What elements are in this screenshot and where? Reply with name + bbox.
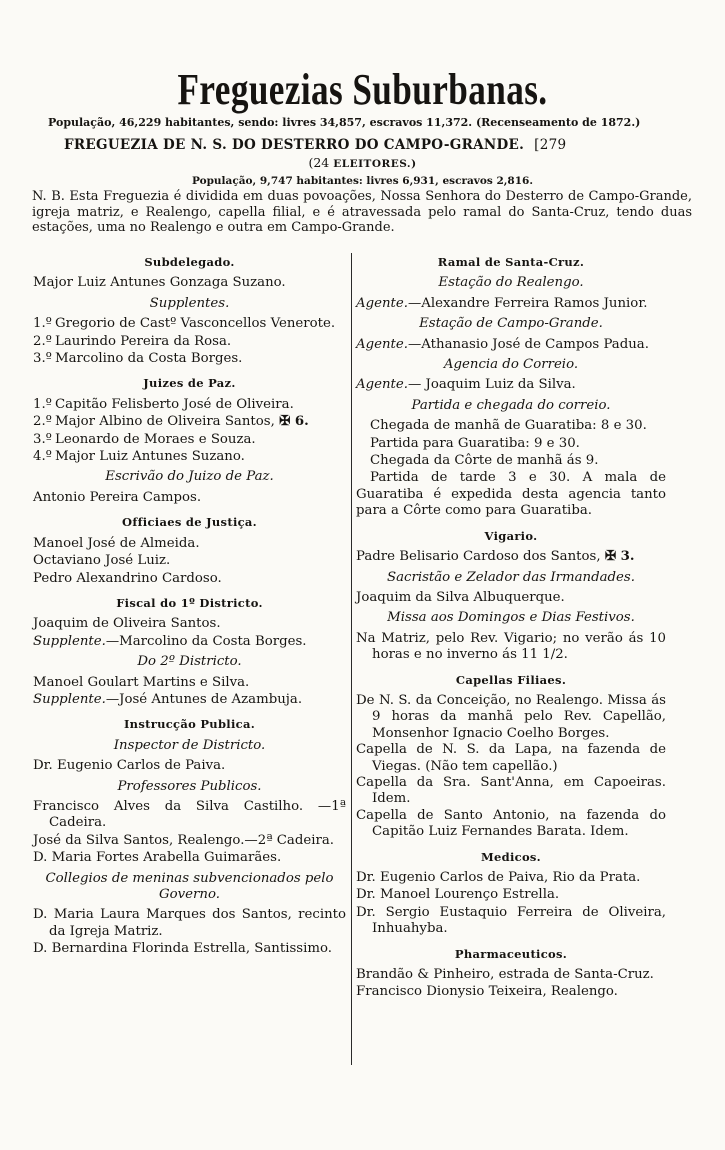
medicos-heading: Medicos. [480, 849, 541, 864]
list-item: 4.º Major Luiz Antunes Suzano. [33, 449, 245, 465]
missa-heading: Missa aos Domingos e Dias Festivos. [387, 610, 635, 626]
electors-count: (24 [308, 155, 330, 170]
population-line-2: População, 9,747 habitantes: livres 6,931, escravos 2,816. [191, 175, 534, 187]
left-column [33, 254, 346, 959]
collegios-heading: Collegios de meninas subvencionados pelo Governo. [45, 870, 334, 902]
electors-line [0, 155, 725, 170]
vigario-heading: Vigario. [484, 528, 538, 543]
freguezia-name: FREGUEZIA DE N. S. DO DESTERRO DO CAMPO-GRANDE. [64, 137, 525, 153]
list-item: José da Silva Santos, Realengo.—2ª Cadeira. [33, 832, 334, 848]
list-item: Partida para Guaratiba: 9 e 30. [370, 435, 580, 451]
ramal-heading: Ramal de Santa-Cruz. [437, 255, 585, 269]
fiscal2-supplente: Supplente.—José Antunes de Azambuja. [33, 691, 303, 707]
estacao-realengo-heading: Estação do Realengo. [438, 275, 584, 291]
nota-bene: N. B. Esta Freguezia é dividida em duas povoações, Nossa Senhora do Desterro de Campo-Grande, igreja matriz, e Realengo, capella filial, e é atravessada pelo ramal do Santa-Cruz, tendo duas estações, uma no Realengo e outra em Campo-Grande. [32, 189, 692, 235]
list-item: Octaviano José Luiz. [33, 553, 171, 569]
list-item: 1.º Capitão Felisberto José de Oliveira. [33, 396, 294, 412]
list-item: Dr. Sergio Eustaquio Ferreira de Oliveira, Inhuahyba. [356, 904, 666, 937]
fiscal1-name: Joaquim de Oliveira Santos. [33, 616, 221, 632]
electors-word: ELEITORES.) [333, 158, 417, 170]
population-line: População, 46,229 habitantes, sendo: livres 34,857, escravos 11,372. (Recenseamento de 1872.) [48, 116, 641, 129]
estacao-campo-grande-agent: Agente.—Athanasio José de Campos Padua. [356, 336, 649, 352]
correio-heading: Agencia do Correio. [443, 357, 579, 373]
fiscal2-heading: Do 2º Districto. [137, 654, 242, 670]
sacristao-name: Joaquim da Silva Albuquerque. [356, 589, 565, 605]
cross-mark: ✠ 6. [279, 414, 309, 430]
list-item: 3.º Marcolino da Costa Borges. [33, 351, 243, 367]
officiaes-heading: Officiaes de Justiça. [122, 515, 257, 530]
vigario-name: Padre Belisario Cardoso dos Santos, ✠ 3. [356, 549, 635, 565]
capellas-heading: Capellas Filiaes. [455, 672, 567, 687]
list-item: Capella de N. S. da Lapa, na fazenda de Viegas. (Não tem capellão.) [356, 742, 666, 774]
list-item: D. Maria Laura Marques dos Santos, recinto da Igreja Matriz. [33, 907, 346, 939]
list-item: Chegada de manhã de Guaratiba: 8 e 30. [370, 418, 647, 434]
fiscal2-name: Manoel Goulart Martins e Silva. [33, 674, 250, 690]
correio-agent: Agente.— Joaquim Luiz da Silva. [356, 377, 576, 393]
list-item: D. Maria Fortes Arabella Guimarães. [33, 850, 282, 866]
list-item: Francisco Alves da Silva Castilho. —1ª Cadeira. [33, 798, 346, 831]
partida-heading: Partida e chegada do correio. [411, 397, 611, 413]
list-item: 1.º Gregorio de Castº Vasconcellos Venerote. [33, 316, 336, 332]
freguezia-heading [64, 137, 566, 153]
list-item: De N. S. da Conceição, no Realengo. Missa ás 9 horas da manhã pelo Rev. Capellão, Monsenhor Ignacio Coelho Borges. [356, 692, 666, 741]
list-item: Manoel José de Almeida. [33, 535, 200, 551]
list-item: 3.º Leonardo de Moraes e Souza. [33, 431, 256, 447]
escrivao-heading: Escrivão do Juizo de Paz. [105, 469, 274, 485]
supplentes-heading: Supplentes. [149, 295, 230, 311]
sacristao-heading: Sacristão e Zelador das Irmandades. [387, 569, 635, 585]
list-item: D. Bernardina Florinda Estrella, Santissimo. [33, 941, 332, 957]
list-item: 2.º Laurindo Pereira da Rosa. [33, 333, 232, 349]
professores-heading: Professores Publicos. [117, 778, 262, 794]
subdelegado-name: Major Luiz Antunes Gonzaga Suzano. [33, 275, 286, 291]
fiscal1-supplente: Supplente.—Marcolino da Costa Borges. [33, 633, 307, 649]
partida-note: Partida de tarde 3 e 30. A mala de Guaratiba é expedida desta agencia tanto para a Côrte como para Guaratiba. [356, 470, 666, 519]
cross-mark: ✠ 3. [604, 549, 635, 565]
right-column [356, 254, 666, 1002]
fiscal1-heading: Fiscal do 1º Districto. [116, 595, 263, 610]
list-item: Francisco Dionysio Teixeira, Realengo. [356, 984, 618, 1000]
list-item: Dr. Eugenio Carlos de Paiva, Rio da Prata. [356, 870, 641, 885]
list-item: Dr. Manoel Lourenço Estrella. [356, 887, 560, 903]
estacao-realengo-agent: Agente.—Alexandre Ferreira Ramos Junior. [356, 295, 648, 311]
page-number: [279 [534, 137, 567, 153]
escrivao-name: Antonio Pereira Campos. [33, 489, 202, 505]
list-item: Pedro Alexandrino Cardoso. [33, 570, 222, 586]
pharmaceuticos-heading: Pharmaceuticos. [454, 946, 568, 961]
list-item: 2.º Major Albino de Oliveira Santos, ✠ 6. [33, 414, 309, 430]
page-title: Freguezias Suburbanas. [177, 65, 548, 114]
list-item: Brandão & Pinheiro, estrada de Santa-Cruz. [356, 967, 654, 983]
list-item: Chegada da Côrte de manhã ás 9. [370, 453, 599, 469]
inspector-name: Dr. Eugenio Carlos de Paiva. [33, 758, 226, 774]
instrucao-heading: Instrucção Publica. [123, 717, 256, 732]
column-divider [351, 253, 352, 1065]
subdelegado-heading: Subdelegado. [144, 255, 235, 269]
estacao-campo-grande-heading: Estação de Campo-Grande. [419, 316, 603, 332]
list-item: Capella de Santo Antonio, na fazenda do Capitão Luiz Fernandes Barata. Idem. [356, 807, 666, 840]
missa-text: Na Matriz, pelo Rev. Vigario; no verão ás 10 horas e no inverno ás 11 1/2. [356, 630, 666, 663]
inspector-heading: Inspector de Districto. [113, 737, 266, 753]
juizes-heading: Juizes de Paz. [143, 376, 236, 391]
list-item: Capella da Sra. Sant'Anna, em Capoeiras. Idem. [356, 774, 666, 807]
